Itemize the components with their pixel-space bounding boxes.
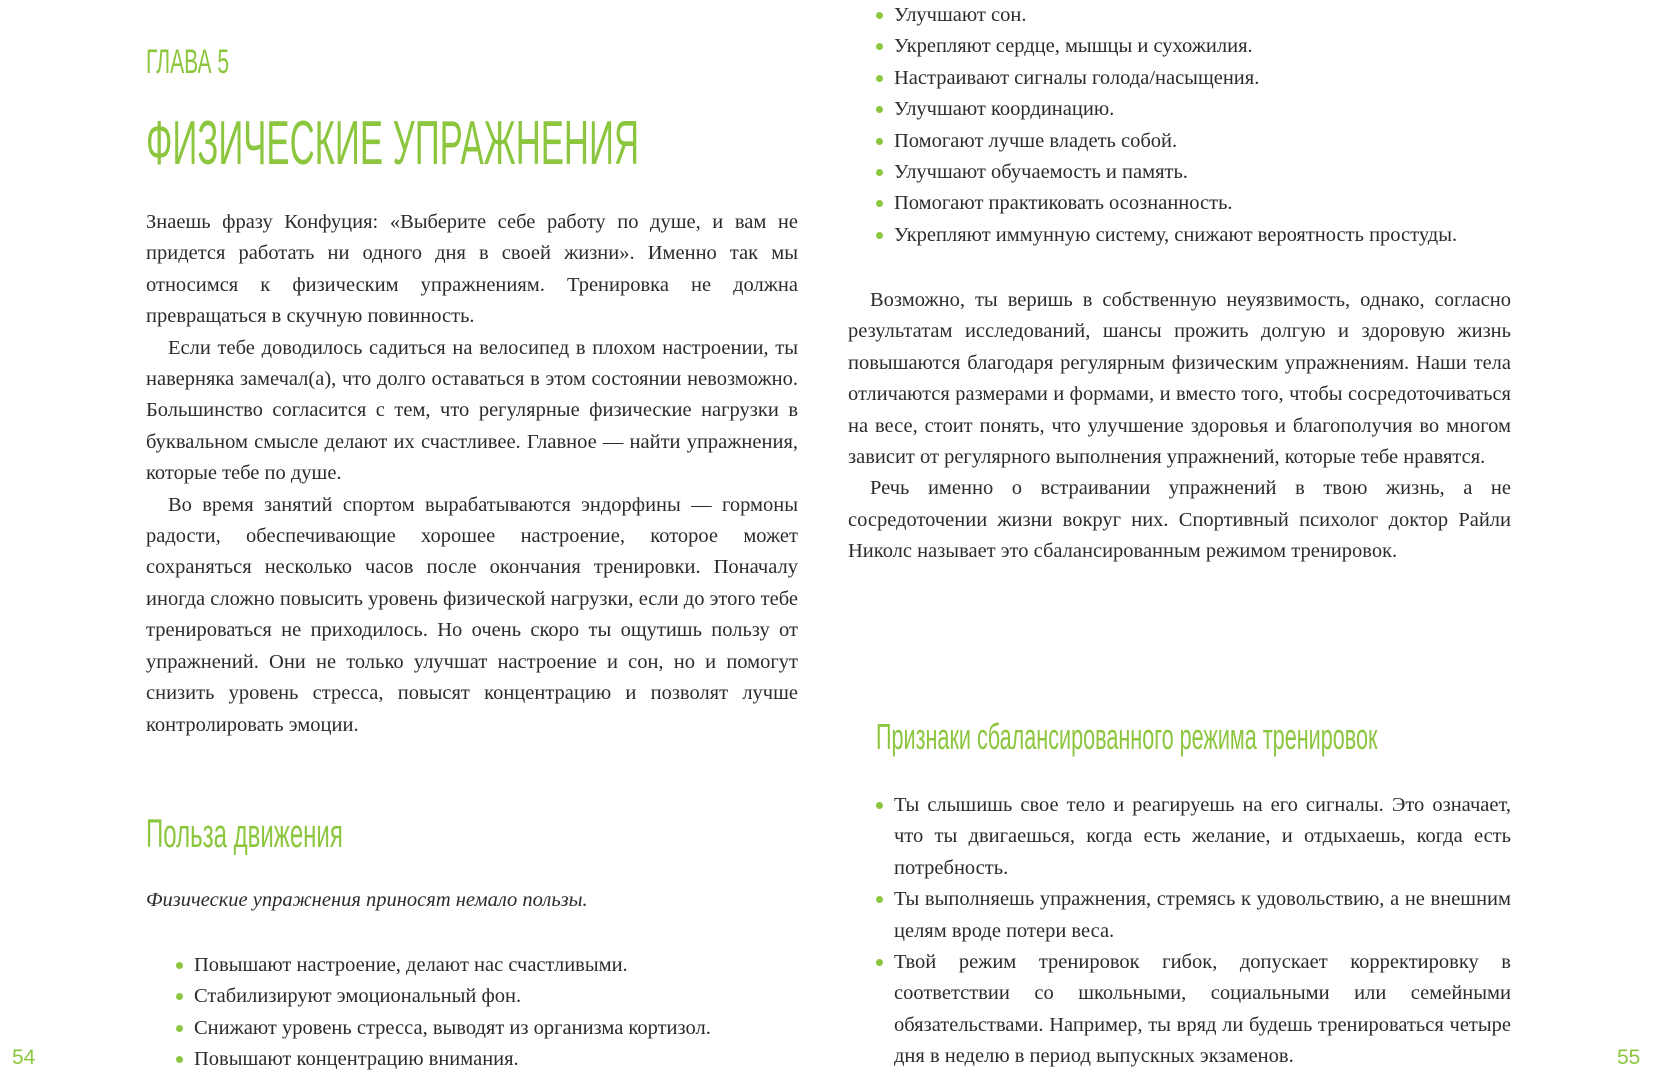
list-item <box>876 126 1511 157</box>
list-item-text: Помогают лучше владеть собой. <box>894 129 1178 152</box>
balanced-signs-list <box>876 790 1511 1073</box>
bullet-icon <box>876 896 883 903</box>
list-item <box>176 950 798 981</box>
section-title-balanced: Признаки сбалансированного режима тренировок <box>876 716 1378 757</box>
list-item-text: Улучшают сон. <box>894 4 1027 26</box>
section-intro: Физические упражнения приносят немало пользы. <box>146 889 588 911</box>
bullet-icon <box>876 75 883 82</box>
page-number-right: 55 <box>1617 1046 1641 1069</box>
list-item <box>876 947 1511 1073</box>
list-item <box>876 884 1511 947</box>
bullet-icon <box>876 802 883 809</box>
bullet-icon <box>176 1056 183 1063</box>
list-item <box>876 94 1511 125</box>
bullet-icon <box>876 12 883 19</box>
bullet-icon <box>876 43 883 50</box>
list-item <box>876 220 1511 251</box>
list-item <box>176 981 798 1012</box>
list-item-text: Улучшают обучаемость и память. <box>894 161 1188 184</box>
right-page <box>831 0 1662 1080</box>
chapter-label: ГЛАВА 5 <box>146 43 230 81</box>
list-item-text: Стабилизируют эмоциональный фон. <box>194 985 522 1008</box>
list-item-text: Повышают настроение, делают нас счастливыми. <box>194 954 628 976</box>
bullet-icon <box>176 1025 183 1032</box>
bullet-icon <box>876 959 883 966</box>
paragraph: Речь именно о встраивании упражнений в твою жизнь, а не сосредоточении жизни вокруг них. Спортивный психолог доктор Райли Николс называет это сбалансированным режимом тренировок. <box>848 477 1511 563</box>
bullet-icon <box>876 106 883 113</box>
list-item-text: Помогают практиковать осознанность. <box>894 192 1233 215</box>
list-item <box>876 0 1511 31</box>
list-item-text: Настраивают сигналы голода/насыщения. <box>894 66 1260 89</box>
list-item <box>176 1013 798 1044</box>
paragraph: Возможно, ты веришь в собственную неуязвимость, однако, согласно результатам исследований, шансы прожить долгую и здоровую жизнь повышаются благодаря регулярным физическим упражнениям. Наши тела отличаются размерами и формами, и вместо того, чтобы сосредоточиваться на весе, стоит понять, что улучшение здоровья и благополучия во многом зависит от регулярного выполнения упражнений, которые тебе нравятся. <box>848 289 1511 469</box>
page-number-left: 54 <box>12 1046 36 1069</box>
benefits-list <box>176 950 798 1076</box>
intro-text <box>146 207 798 741</box>
bullet-icon <box>876 232 883 239</box>
paragraph: Знаешь фразу Конфуция: «Выберите себе работу по душе, и вам не придется работать ни одного дня в своей жизни». Именно так мы относимся к физическим упражнениям. Тренировка не должна превращаться в скучную повинность. <box>146 211 798 328</box>
paragraph: Если тебе доводилось садиться на велосипед в плохом настроении, ты наверняка замечал(а), что долго оставаться в этом состоянии невозможно. Большинство согласится с тем, что регулярные физические нагрузки в буквальном смысле делают их счастливее. Главное — найти упражнения, которые тебе по душе. <box>146 336 798 485</box>
list-item <box>876 63 1511 94</box>
section-title-benefits: Польза движения <box>146 812 343 856</box>
balance-text <box>848 285 1511 568</box>
list-item-text: Укрепляют сердце, мышцы и сухожилия. <box>894 35 1253 58</box>
paragraph: Во время занятий спортом вырабатываются эндорфины — гормоны радости, обеспечивающие хорошее настроение, которое может сохраняться несколько часов после окончания тренировки. Поначалу иногда сложно повысить уровень физической нагрузки, если до этого тебе тренироваться не приходилось. Но очень скоро ты ощутишь пользу от упражнений. Они не только улучшат настроение и сон, но и помогут снизить уровень стресса, повысят концентрацию и позволят лучше контролировать эмоции. <box>146 493 798 736</box>
list-item <box>876 31 1511 62</box>
bullet-icon <box>176 962 183 969</box>
list-item <box>876 157 1511 188</box>
list-item-text: Твой режим тренировок гибок, допускает корректировку в соответствии со школьными, социальными или семейными обязательствами. Например, ты вряд ли будешь тренироваться четыре дня в неделю в период выпускных экзаменов. <box>894 951 1511 1068</box>
list-item <box>176 1044 798 1075</box>
benefits-list-continued <box>876 0 1511 251</box>
list-item <box>876 790 1511 884</box>
list-item-text: Улучшают координацию. <box>894 98 1115 121</box>
chapter-title: ФИЗИЧЕСКИЕ УПРАЖНЕНИЯ <box>146 109 640 178</box>
list-item-text: Ты слышишь свое тело и реагируешь на его сигналы. Это означает, что ты двигаешься, когда есть желание, и отдыхаешь, когда есть потребность. <box>894 794 1511 879</box>
bullet-icon <box>876 138 883 145</box>
bullet-icon <box>876 169 883 176</box>
list-item <box>876 188 1511 219</box>
bullet-icon <box>876 200 883 207</box>
bullet-icon <box>176 993 183 1000</box>
list-item-text: Повышают концентрацию внимания. <box>194 1048 519 1071</box>
list-item-text: Снижают уровень стресса, выводят из организма кортизол. <box>194 1016 711 1039</box>
list-item-text: Ты выполняешь упражнения, стремясь к удовольствию, а не внешним целям вроде потери веса. <box>894 888 1511 942</box>
list-item-text: Укрепляют иммунную систему, снижают вероятность простуды. <box>894 223 1458 246</box>
